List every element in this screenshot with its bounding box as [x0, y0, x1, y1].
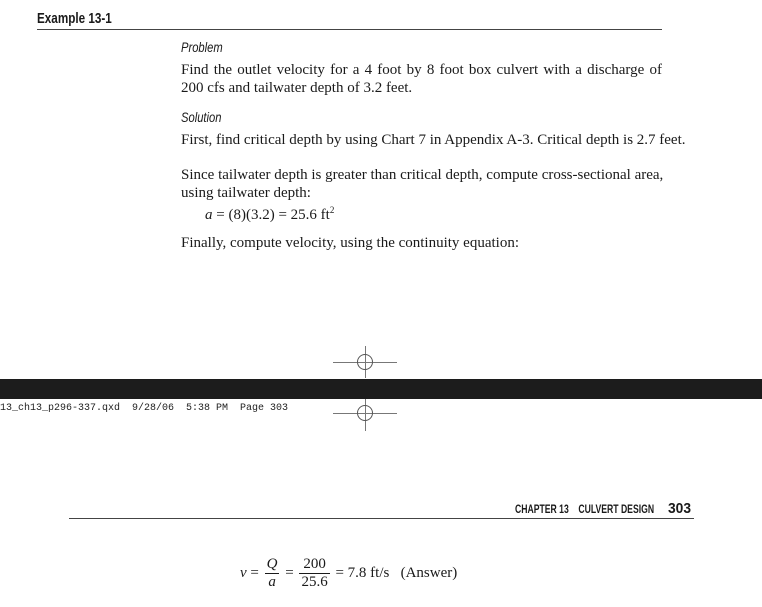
area-expression: = (8)(3.2) = 25.6 ft — [212, 207, 330, 223]
velocity-result: = 7.8 ft/s — [331, 565, 390, 581]
solution-step-2 — [181, 166, 662, 202]
area-equation — [205, 207, 334, 224]
page-number: 303 — [668, 500, 692, 517]
area-variable: a — [205, 207, 213, 223]
solution-heading: Solution — [181, 109, 222, 125]
problem-text — [181, 61, 662, 97]
solution-step-2-line-2: using tailwater depth: — [181, 185, 311, 201]
registration-mark-bottom-circle — [357, 405, 373, 421]
fraction-200-numerator: 200 — [299, 556, 329, 574]
solution-step-3: Finally, compute velocity, using the continuity equation: — [181, 235, 519, 251]
page-rule — [69, 518, 694, 519]
fraction-a-denominator: a — [268, 574, 276, 590]
registration-mark-top-circle — [357, 354, 373, 370]
fraction-q-numerator: Q — [266, 556, 278, 572]
example-heading: Example 13-1 — [37, 10, 112, 27]
slug-line: 13_ch13_p296-337.qxd 9/28/06 5:38 PM Page 303 — [0, 403, 289, 414]
running-head-title: CULVERT DESIGN — [578, 502, 655, 516]
equals-sign-1: = — [246, 565, 263, 581]
fraction-25-6-denominator: 25.6 — [301, 574, 328, 590]
problem-line-1: Find the outlet velocity for a 4 foot by 8 foot box culvert with a discharge of — [181, 62, 662, 78]
fraction-200-over-25-6 — [299, 556, 329, 591]
fraction-q-over-a — [265, 556, 280, 591]
problem-heading: Problem — [181, 39, 223, 55]
area-exponent: 2 — [329, 205, 335, 215]
running-head — [515, 502, 654, 516]
problem-line-2: 200 cfs and tailwater depth of 3.2 feet. — [181, 80, 413, 96]
velocity-equation — [240, 556, 457, 596]
answer-note: (Answer) — [400, 565, 458, 581]
equals-sign-2: = — [281, 565, 298, 581]
print-slug-band — [0, 379, 762, 399]
velocity-variable: v — [240, 565, 247, 581]
running-head-chapter: CHAPTER 13 — [515, 502, 569, 516]
solution-step-2-line-1: Since tailwater depth is greater than critical depth, compute cross-sectional area, — [181, 167, 664, 183]
example-rule — [37, 29, 662, 30]
solution-step-1: First, find critical depth by using Chart 7 in Appendix A-3. Critical depth is 2.7 feet. — [181, 132, 686, 148]
